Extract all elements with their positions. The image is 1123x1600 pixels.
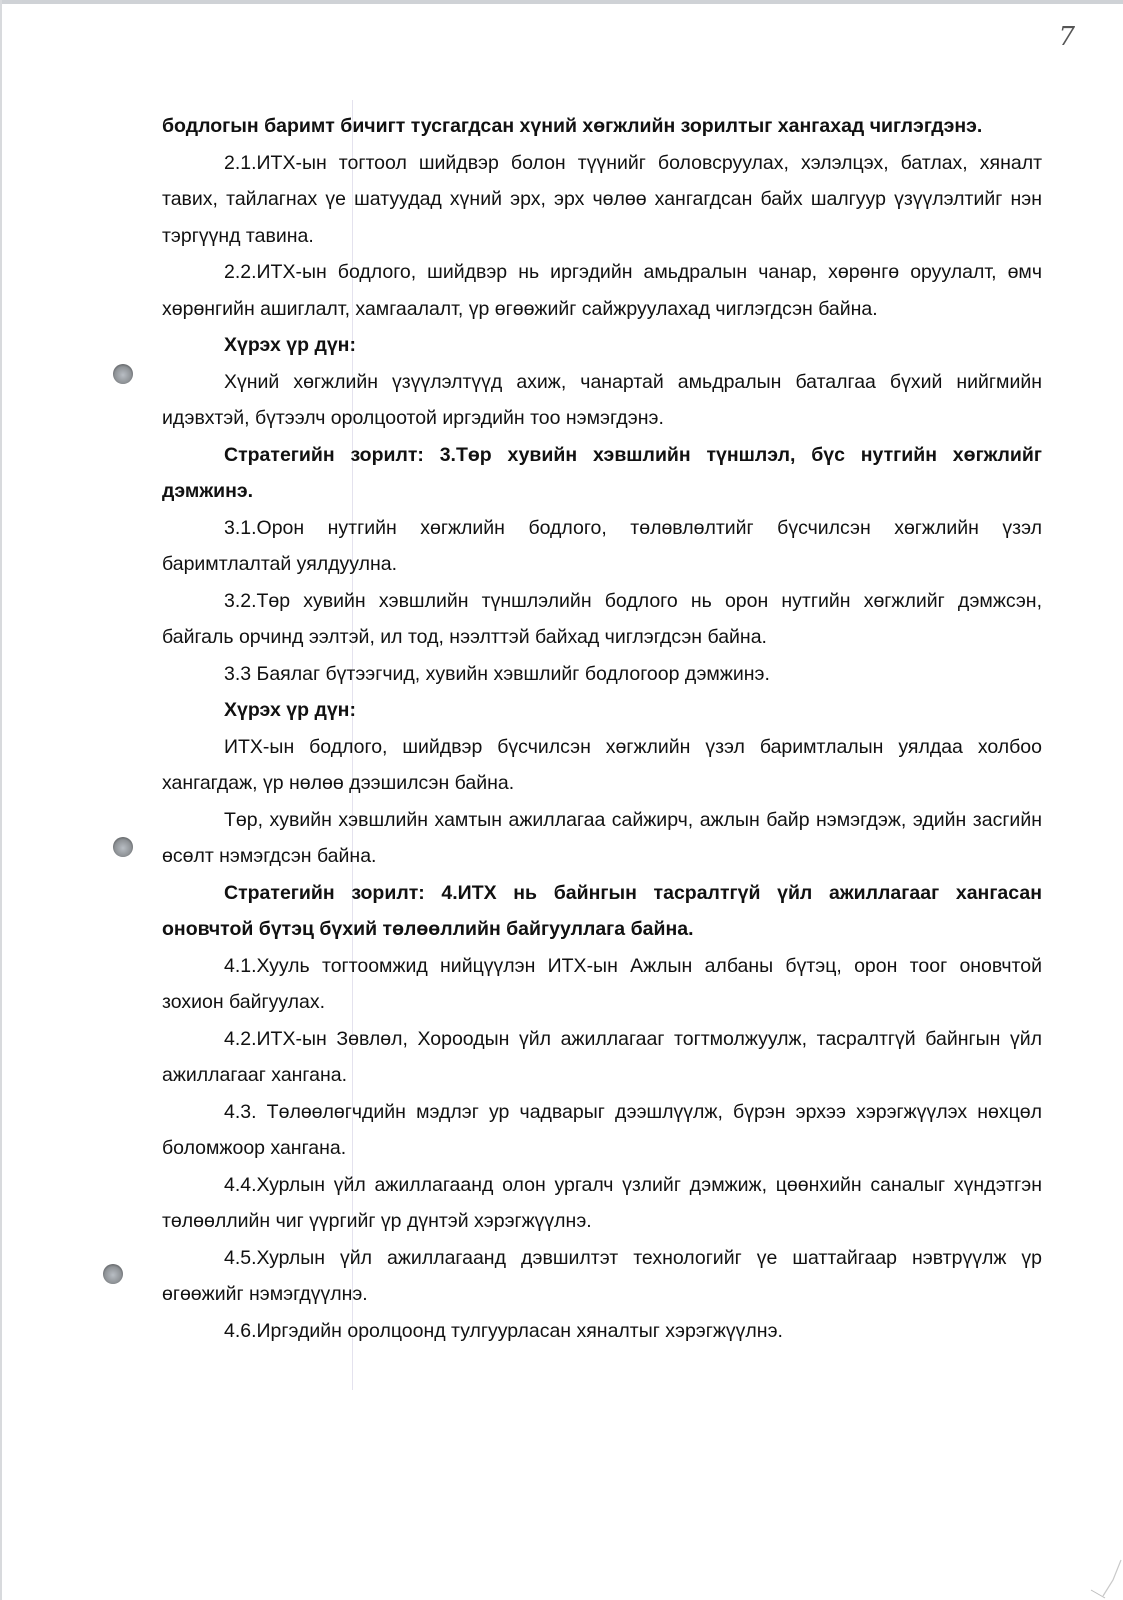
paragraph-4-3: 4.3. Төлөөлөгчдийн мэдлэг ур чадварыг дээшлүүлж, бүрэн эрхээ хэрэгжүүлэх нөхцөл боломжоор хангана.	[162, 1100, 1042, 1159]
punch-hole-icon	[113, 837, 133, 857]
handwritten-page-number: 7	[1058, 22, 1075, 52]
scan-top-edge	[0, 0, 1123, 4]
result-heading: Хүрэх үр дүн:	[224, 334, 356, 356]
paragraph-3-2: 3.2.Төр хувийн хэвшлийн түншлэлийн бодлого нь орон нутгийн хөгжлийг дэмжсэн, байгаль орчинд ээлтэй, ил тод, нээлттэй байхад чиглэгдсэн байна.	[162, 589, 1042, 648]
paragraph-continuation: бодлогын баримт бичигт тусгагдсан хүний хөгжлийн зорилтыг хангахад чиглэгдэнэ.	[162, 115, 983, 137]
paragraph-4-6: 4.6.Иргэдийн оролцоонд тулгуурласан хяналтыг хэрэгжүүлнэ.	[224, 1319, 783, 1342]
paragraph-3-1: 3.1.Орон нутгийн хөгжлийн бодлого, төлөвлөлтийг бүсчилсэн хөгжлийн үзэл баримтлалтай уялдуулна.	[162, 516, 1042, 575]
result-paragraph: Хүний хөгжлийн үзүүлэлтүүд ахиж, чанартай амьдралын баталгаа бүхий нийгмийн идэвхтэй, бүтээлч оролцоотой иргэдийн тоо нэмэгдэнэ.	[162, 370, 1042, 429]
result-paragraph: Төр, хувийн хэвшлийн хамтын ажиллагаа сайжирч, ажлын байр нэмэгдэж, эдийн засгийн өсөлт нэмэгдсэн байна.	[162, 808, 1042, 867]
scan-left-edge	[0, 0, 2, 1600]
punch-hole-icon	[103, 1264, 123, 1284]
strategy-goal-3: Стратегийн зорилт: 3.Төр хувийн хэвшлийн түншлэл, бүс нутгийн хөгжлийг дэмжинэ.	[162, 443, 1042, 502]
document-body	[162, 108, 1042, 1349]
result-heading: Хүрэх үр дүн:	[224, 699, 356, 721]
strategy-goal-4: Стратегийн зорилт: 4.ИТХ нь байнгын тасралтгүй үйл ажиллагааг хангасан оновчтой бүтэц бүхий төлөөллийн байгууллага байна.	[162, 881, 1042, 940]
paragraph-4-1: 4.1.Хууль тогтоомжид нийцүүлэн ИТХ-ын Ажлын албаны бүтэц, орон тоог оновчтой зохион байгуулах.	[162, 954, 1042, 1013]
paragraph-3-3: 3.3 Баялаг бүтээгчид, хувийн хэвшлийг бодлогоор дэмжинэ.	[224, 662, 770, 685]
paragraph-4-4: 4.4.Хурлын үйл ажиллагаанд олон ургалч үзлийг дэмжиж, цөөнхийн саналыг хүндэтгэн төлөөллийн чиг үүргийг үр дүнтэй хэрэгжүүлнэ.	[162, 1173, 1042, 1232]
paragraph-2-1: 2.1.ИТХ-ын тогтоол шийдвэр болон түүнийг боловсруулах, хэлэлцэх, батлах, хяналт тавих, тайлагнах үе шатуудад хүний эрх, эрх чөлөө хангагдсан байх шалгуур үзүүлэлтийг нэн тэргүүнд тавина.	[162, 151, 1042, 247]
result-paragraph: ИТХ-ын бодлого, шийдвэр бүсчилсэн хөгжлийн үзэл баримтлалын уялдаа холбоо хангагдаж, үр нөлөө дээшилсэн байна.	[162, 735, 1042, 794]
paragraph-4-5: 4.5.Хурлын үйл ажиллагаанд дэвшилтэт технологийг үе шаттайгаар нэвтрүүлж үр өгөөжийг нэмэгдүүлнэ.	[162, 1246, 1042, 1305]
paragraph-2-2: 2.2.ИТХ-ын бодлого, шийдвэр нь иргэдийн амьдралын чанар, хөрөнгө оруулалт, өмч хөрөнгийн ашиглалт, хамгаалалт, үр өгөөжийг сайжруулахад чиглэгдсэн байна.	[162, 261, 1042, 320]
folded-corner-icon	[1083, 1540, 1123, 1600]
punch-hole-icon	[113, 364, 133, 384]
paragraph-4-2: 4.2.ИТХ-ын Зөвлөл, Хороодын үйл ажиллагааг тогтмолжуулж, тасралтгүй байнгын үйл ажиллагааг хангана.	[162, 1027, 1042, 1086]
